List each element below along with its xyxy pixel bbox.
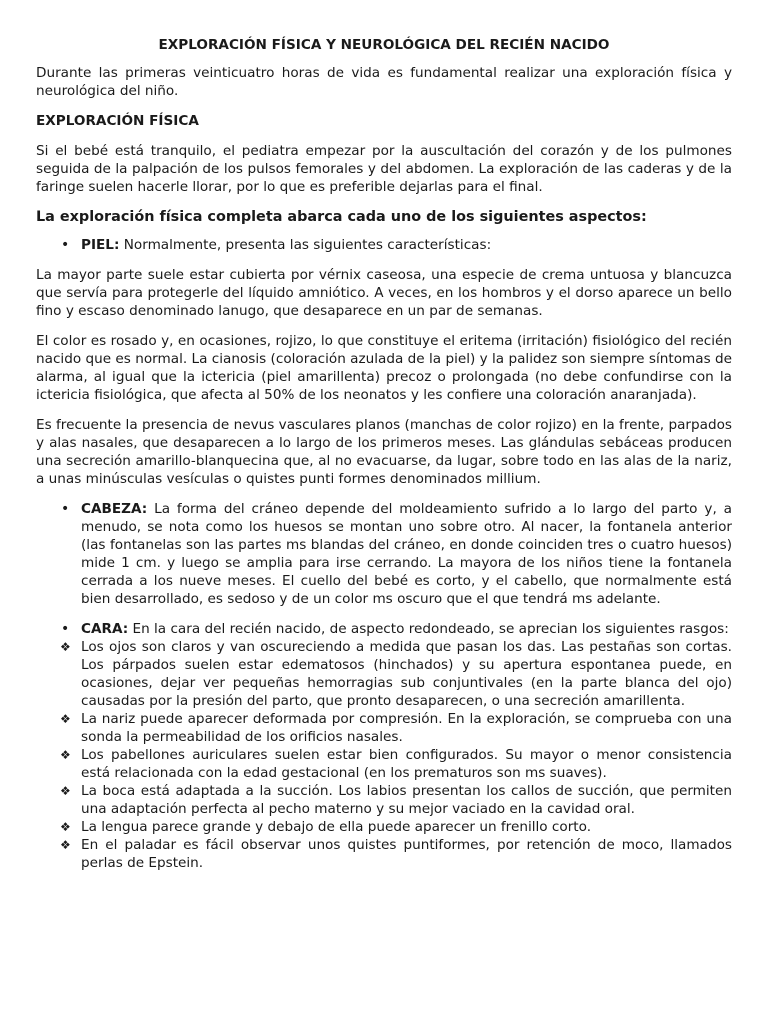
diamond-bullet-icon: ❖ <box>60 748 71 762</box>
section-heading: EXPLORACIÓN FÍSICA <box>36 113 199 129</box>
cara-features-list <box>36 638 732 872</box>
diamond-bullet-icon: ❖ <box>60 820 71 834</box>
cara-item <box>36 620 732 638</box>
cabeza-list <box>36 500 732 608</box>
feature-text: Los ojos son claros y van oscureciendo a medida que pasan los das. Las pestañas son cortas. Los párpados suelen estar edematosos (hinchados) y su apertura espontanea puede, en ocasiones, dejar ver pequeñas hemorragias sub conjuntivales (en la parte blanca del ojo) causadas por la presión del parto, que pronto desaparecen, o una secreción amarillenta. <box>81 639 732 709</box>
cabeza-label: CABEZA: <box>81 501 148 517</box>
diamond-bullet-icon: ❖ <box>60 784 71 798</box>
diamond-bullet-icon: ❖ <box>60 712 71 726</box>
feature-item-mouth <box>36 782 732 818</box>
feature-text: Los pabellones auriculares suelen estar bien configurados. Su mayor o menor consistencia está relacionada con la edad gestacional (en los prematuros son ms suaves). <box>81 747 732 781</box>
cara-list <box>36 620 732 638</box>
feature-text: En el paladar es fácil observar unos quistes puntiformes, por retención de moco, llamados perlas de Epstein. <box>81 837 732 871</box>
piel-paragraph-3: Es frecuente la presencia de nevus vasculares planos (manchas de color rojizo) en la frente, parpados y alas nasales, que desaparecen a lo largo de los primeros meses. Las glándulas sebáceas producen una secreción amarillo-blanquecina que, al no evacuarse, da lugar, sobre todo en las alas de la nariz, a unas minúsculas vesículas o quistes punti formes denominados millium. <box>36 417 732 487</box>
piel-item <box>36 236 732 254</box>
intro-paragraph: Durante las primeras veinticuatro horas de vida es fundamental realizar una exploración física y neurológica del niño. <box>36 65 732 99</box>
diamond-bullet-icon: ❖ <box>60 838 71 852</box>
feature-item-palate <box>36 836 732 872</box>
diamond-bullet-icon: ❖ <box>60 640 71 654</box>
section-paragraph: Si el bebé está tranquilo, el pediatra empezar por la auscultación del corazón y de los pulmones seguida de la palpación de los pulsos femorales y del abdomen. La exploración de las caderas y de la faringe suelen hacerle llorar, por lo que es preferible dejarlas para el final. <box>36 143 732 195</box>
feature-text: La boca está adaptada a la succión. Los labios presentan los callos de succión, que permiten una adaptación perfecta al pecho materno y su mejor vaciado en la cavidad oral. <box>81 783 732 817</box>
feature-item-nose <box>36 710 732 746</box>
piel-paragraph-2: El color es rosado y, en ocasiones, rojizo, lo que constituye el eritema (irritación) fisiológico del recién nacido que es normal. La cianosis (coloración azulada de la piel) y la palidez son siempre síntomas de alarma, al igual que la ictericia (piel amarillenta) precoz o prolongada (no debe confundirse con la ictericia fisiológica, que afecta al 50% de los neonatos y les confiere una coloración anaranjada). <box>36 333 732 403</box>
piel-text: Normalmente, presenta las siguientes características: <box>119 237 492 253</box>
feature-item-eyes <box>36 638 732 710</box>
cabeza-text: La forma del cráneo depende del moldeamiento sufrido a lo largo del parto y, a menudo, se nota como los huesos se montan uno sobre otro. Al nacer, la fontanela anterior (las fontanelas son las partes ms blandas del cráneo, en donde coinciden tres o cuatro huesos) mide 1 cm. y luego se amplia para irse cerrando. La mayora de los niños tiene la fontanela cerrada a los nueve meses. El cuello del bebé es corto, y el cabello, que normalmente está bien desarrollado, es sedoso y de un color ms oscuro que el que tendrá ms adelante. <box>81 501 732 607</box>
piel-label: PIEL: <box>81 237 120 253</box>
piel-paragraph-1: La mayor parte suele estar cubierta por vérnix caseosa, una especie de crema untuosa y blancuzca que servía para protegerle del líquido amniótico. A veces, en los hombros y el dorso aparece un bello fino y escaso denominado lanugo, que desaparece en un par de semanas. <box>36 267 732 319</box>
feature-item-tongue <box>36 818 732 836</box>
cara-label: CARA: <box>81 621 129 637</box>
piel-list <box>36 236 732 254</box>
cabeza-item <box>36 500 732 608</box>
document-title: EXPLORACIÓN FÍSICA Y NEUROLÓGICA DEL RECIÉN NACIDO <box>158 37 610 53</box>
feature-text: La lengua parece grande y debajo de ella puede aparecer un frenillo corto. <box>81 819 592 835</box>
cara-text: En la cara del recién nacido, de aspecto redondeado, se aprecian los siguientes rasgos: <box>128 621 729 637</box>
subheading: La exploración física completa abarca cada uno de los siguientes aspectos: <box>36 209 647 225</box>
feature-text: La nariz puede aparecer deformada por compresión. En la exploración, se comprueba con una sonda la permeabilidad de los orificios nasales. <box>81 711 732 745</box>
feature-item-ears <box>36 746 732 782</box>
